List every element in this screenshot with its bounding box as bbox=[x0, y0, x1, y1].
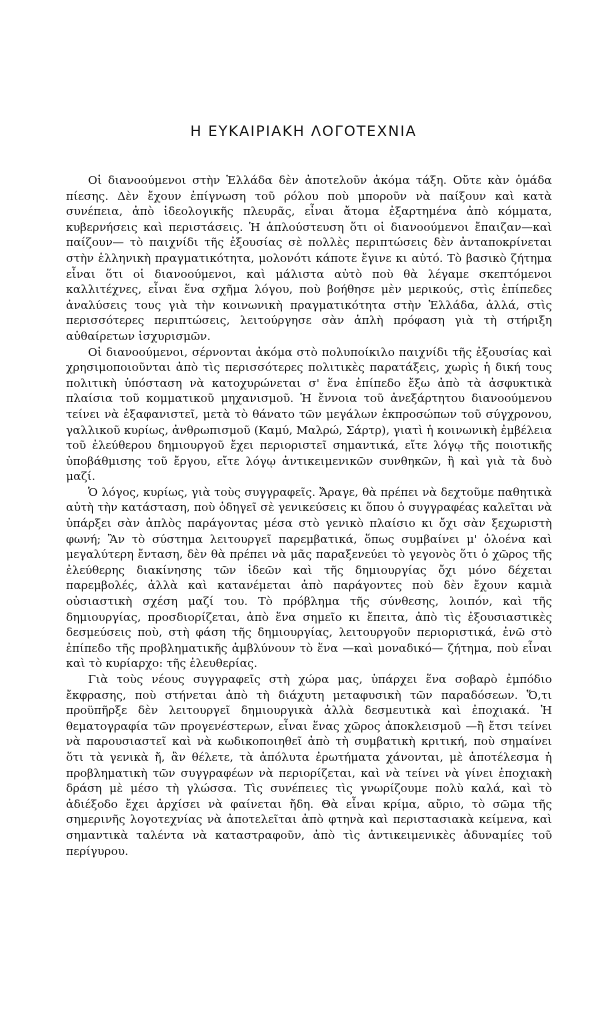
article-body bbox=[66, 173, 552, 859]
paragraph: Οἱ διανοούμενοι, σέρνονται ἀκόμα στὸ πολυποίκιλο παιχνίδι τῆς ἐξουσίας καὶ χρησιμοποιοῦνται ἀπὸ τὶς περισσότερες πολιτικὲς παρατάξεις, χωρὶς ἡ δική τους πολιτικὴ ὑπόσταση νὰ κατοχυρώνεται σ' ἕνα ἐπίπεδο ἔξω ἀπὸ τὰ ἀσφυκτικὰ πλαίσια τοῦ κομματικοῦ μηχανισμοῦ. Ἡ ἔννοια τοῦ ἀνεξάρτητου διανοούμενου τείνει νὰ ἐξαφανιστεῖ, μετὰ τὸ θάνατο τῶν μεγάλων ἐκπροσώπων τοῦ σύγχρονου, γαλλικοῦ κυρίως, ἀνθρωπισμοῦ (Καμύ, Μαλρώ, Σάρτρ), γιατὶ ἡ κοινωνικὴ ἐμβέλεια τοῦ ἐλεύθερου δημιουργοῦ ἔχει περιοριστεῖ σημαντικά, εἴτε λόγῳ τῆς ποιοτικῆς ὑποβάθμισης τοῦ ἔργου, εἴτε λόγῳ ἀντικειμενικῶν συνθηκῶν, ἢ καὶ γιὰ τὰ δυὸ μαζί. bbox=[66, 344, 552, 484]
paragraph: Ὁ λόγος, κυρίως, γιὰ τοὺς συγγραφεῖς. Ἄραγε, θὰ πρέπει νὰ δεχτοῦμε παθητικὰ αὐτὴ τὴν κατάσταση, ποὺ ὁδηγεῖ σὲ γενικεύσεις κι ὅπου ὁ συγγραφέας καλεῖται νὰ ὑπάρξει σὰν ἁπλὸς παράγοντας μέσα στὸ γενικὸ πλαίσιο κι ὄχι σὰν ξεχωριστὴ φωνή; Ἂν τὸ σύστημα λειτουργεῖ παρεμβατικά, ὅπως συμβαίνει μ' ὁλοένα καὶ μεγαλύτερη ἔνταση, δὲν θὰ πρέπει νὰ μᾶς παραξενεύει τὸ γεγονὸς ὅτι ὁ χῶρος τῆς ἐλεύθερης διακίνησης τῶν ἰδεῶν καὶ τῆς δημιουργίας ὄχι μόνο δέχεται παρεμβολές, ἀλλὰ καὶ κατανέμεται ἀπὸ παράγοντες ποὺ δὲν ἔχουν καμιὰ οὐσιαστικὴ σχέση μαζί του. Τὸ πρόβλημα τῆς σύνθεσης, λοιπόν, καὶ τῆς δημιουργίας, προσδιορίζεται, ἀπὸ ἕνα σημεῖο κι ἔπειτα, ἀπὸ τὶς ἐξουσιαστικὲς δεσμεύσεις ποὺ, στὴ φάση τῆς δημιουργίας, λειτουργοῦν περιοριστικά, ἐνῶ στὸ ἐπίπεδο τῆς προβληματικῆς ἀμβλύνουν τὸ ἕνα —καὶ μοναδικό— ζήτημα, ποὺ εἶναι καὶ τὸ κυρίαρχο: τῆς ἐλευθερίας. bbox=[66, 484, 552, 671]
paragraph: Οἱ διανοούμενοι στὴν Ἑλλάδα δὲν ἀποτελοῦν ἀκόμα τάξη. Οὔτε κὰν ὁμάδα πίεσης. Δὲν ἔχουν ἐπίγνωση τοῦ ρόλου ποὺ μποροῦν νὰ παίξουν καὶ κατὰ συνέπεια, ἀπὸ ἰδεολογικῆς πλευρᾶς, εἶναι ἄτομα ἐξαρτημένα ἀπὸ κόμματα, κυβερνήσεις καὶ περιστάσεις. Ἡ ἁπλούστευση ὅτι οἱ διανοούμενοι ἔπαιζαν—καὶ παίζουν— τὸ παιχνίδι τῆς ἐξουσίας σὲ πολλὲς περιπτώσεις δὲν ἀνταποκρίνεται στὴν ἑλληνικὴ πραγματικότητα, μολονότι κάποτε ἔγινε κι αὐτό. Τὸ βασικὸ ζήτημα εἶναι ὅτι οἱ διανοούμενοι, καὶ μάλιστα αὐτὸ ποὺ θὰ λέγαμε σκεπτόμενοι καλλιτέχνες, εἶναι ἕνα σχῆμα λόγου, ποὺ βοήθησε μὲν μερικούς, στὶς ἐπίπεδες ἀναλύσεις τους γιὰ τὴν κοινωνικὴ πραγματικότητα στὴν Ἑλλάδα, ἀλλά, στὶς περισσότερες περιπτώσεις, λειτούργησε σὰν ἁπλὴ πρόφαση γιὰ τὴ στήριξη αὐθαίρετων ἰσχυρισμῶν. bbox=[66, 173, 552, 343]
paragraph: Γιὰ τοὺς νέους συγγραφεῖς στὴ χώρα μας, ὑπάρχει ἕνα σοβαρὸ ἐμπόδιο ἔκφρασης, ποὺ στήνεται ἀπὸ τὴ διάχυτη μεταφυσικὴ τῶν παραδόσεων. Ὅ,τι προϋπῆρξε δὲν λειτουργεῖ δημιουργικὰ ἀλλὰ δεσμευτικὰ καὶ ἐποχιακά. Ἡ θεματογραφία τῶν προγενέστερων, εἶναι ἕνας χῶρος ἀποκλεισμοῦ —ἢ ἔτσι τείνει νὰ παρουσιαστεῖ καὶ νὰ κωδικοποιηθεῖ ἀπὸ τὴ συμβατικὴ κριτική, ποὺ σημαίνει ὅτι τὰ γενικὰ ἤ, ἂν θέλετε, τὰ ἀπόλυτα ἐρωτήματα χάνονται, μὲ ἀποτέλεσμα ἡ προβληματικὴ τῶν συγγραφέων νὰ περιορίζεται, καὶ νὰ τείνει νὰ γίνει ἐποχιακὴ δράση μὲ μέσο τὴ γλώσσα. Τὶς συνέπειες τὶς γνωρίζουμε πολὺ καλά, καὶ τὸ ἀδιέξοδο ἔχει ἀρχίσει νὰ φαίνεται ἤδη. Θὰ εἶναι κρίμα, αὔριο, τὸ σῶμα τῆς σημερινῆς λογοτεχνίας νὰ ἀποτελεῖται ἀπὸ φτηνὰ καὶ περιστασιακὰ κείμενα, καὶ σημαντικὰ ταλέντα νὰ καταστραφοῦν, ἀπὸ τὶς ἀντικειμενικὲς ἀδυναμίες τοῦ περίγυρου. bbox=[66, 672, 552, 858]
page-title: Η ΕΥΚΑΙΡΙΑΚΗ ΛΟΓΟΤΕΧΝΙΑ bbox=[190, 124, 417, 140]
